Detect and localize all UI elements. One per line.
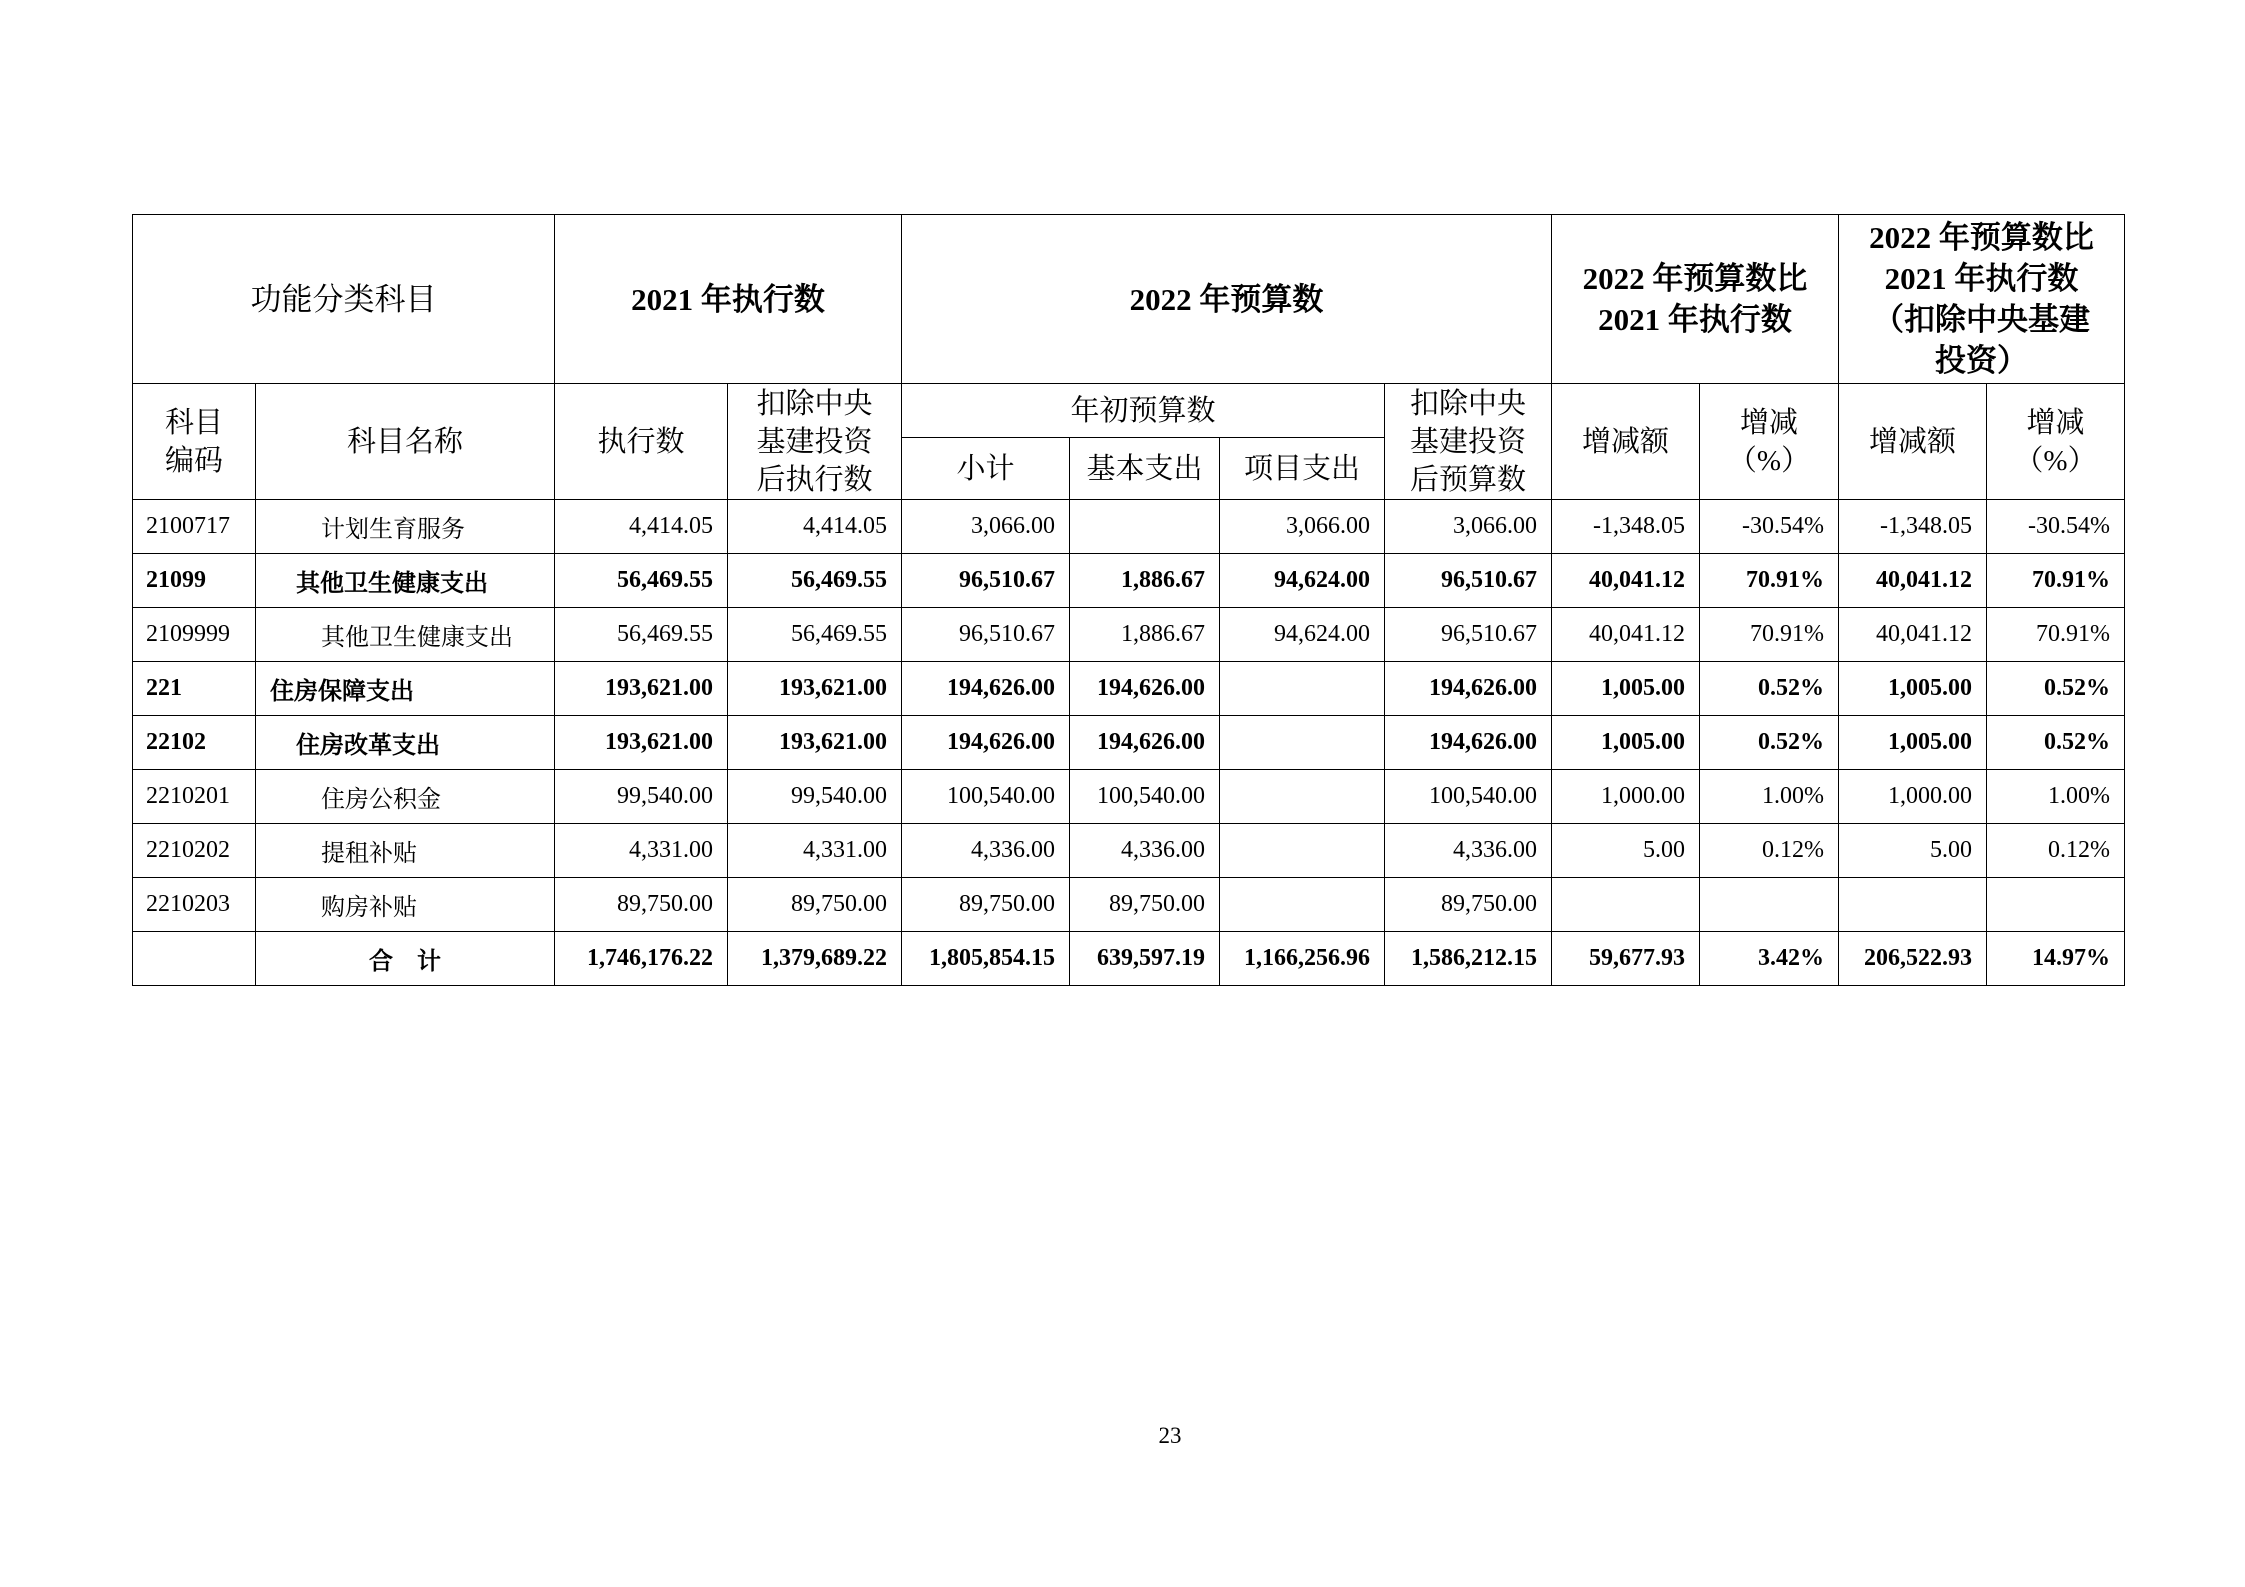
header-exec-excl-capital: [728, 384, 902, 500]
header-group-row: [133, 215, 2125, 384]
exec-excl-capital-cell: 1,379,689.22: [728, 932, 902, 986]
header-line: 增减: [2026, 406, 2085, 439]
budget-excl-capital-cell: 194,626.00: [1385, 662, 1552, 716]
header-line: 增减: [1739, 406, 1798, 439]
header-line: 基建投资: [1409, 425, 1526, 458]
change-pct-cell: 1.00%: [1700, 770, 1839, 824]
header-line: 扣除中央: [756, 387, 873, 420]
change-pct-excl-cell: 0.52%: [1987, 662, 2125, 716]
exec-excl-capital-cell: 99,540.00: [728, 770, 902, 824]
subject-code-cell: 2100717: [133, 500, 256, 554]
change-pct-excl-cell: -30.54%: [1987, 500, 2125, 554]
header-line: 投资）: [1935, 343, 2028, 378]
header-line: 2021 年执行数: [1598, 302, 1792, 337]
change-amount-excl-cell: 206,522.93: [1839, 932, 1987, 986]
change-pct-cell: 70.91%: [1700, 608, 1839, 662]
project-expense-cell: [1220, 770, 1385, 824]
change-amount-excl-cell: 1,005.00: [1839, 662, 1987, 716]
exec-excl-capital-cell: 56,469.55: [728, 608, 902, 662]
project-expense-cell: [1220, 878, 1385, 932]
budget-excl-capital-cell: 89,750.00: [1385, 878, 1552, 932]
change-amount-cell: 1,005.00: [1552, 662, 1700, 716]
basic-expense-cell: 89,750.00: [1070, 878, 1220, 932]
change-pct-excl-cell: 0.12%: [1987, 824, 2125, 878]
header-2022-vs-2021: [1552, 215, 1839, 384]
budget-subtotal-cell: 96,510.67: [902, 554, 1070, 608]
exec-excl-capital-cell: 56,469.55: [728, 554, 902, 608]
exec-amount-cell: 56,469.55: [555, 608, 728, 662]
header-subject-name: 科目名称: [256, 384, 555, 500]
budget-subtotal-cell: 89,750.00: [902, 878, 1070, 932]
budget-excl-capital-cell: 1,586,212.15: [1385, 932, 1552, 986]
header-line: 扣除中央: [1409, 387, 1526, 420]
change-pct-excl-cell: 14.97%: [1987, 932, 2125, 986]
header-line: 2022 年预算数比: [1869, 220, 2094, 255]
change-amount-excl-cell: 1,000.00: [1839, 770, 1987, 824]
budget-excl-capital-cell: 4,336.00: [1385, 824, 1552, 878]
header-line: （%）: [1727, 444, 1811, 477]
change-amount-cell: -1,348.05: [1552, 500, 1700, 554]
exec-excl-capital-cell: 193,621.00: [728, 662, 902, 716]
header-initial-budget: 年初预算数: [902, 384, 1385, 438]
header-line: 编码: [164, 444, 223, 477]
subject-name-cell: 计划生育服务: [256, 500, 555, 554]
basic-expense-cell: [1070, 500, 1220, 554]
header-change-amount: 增减额: [1552, 384, 1700, 500]
change-pct-cell: 0.52%: [1700, 716, 1839, 770]
project-expense-cell: [1220, 716, 1385, 770]
subject-code-cell: 2109999: [133, 608, 256, 662]
page-number: 23: [1158, 1423, 1182, 1448]
table-row: [133, 662, 2125, 716]
change-pct-excl-cell: 0.52%: [1987, 716, 2125, 770]
budget-excl-capital-cell: 194,626.00: [1385, 716, 1552, 770]
budget-excl-capital-cell: 100,540.00: [1385, 770, 1552, 824]
change-pct-cell: 0.12%: [1700, 824, 1839, 878]
project-expense-cell: 3,066.00: [1220, 500, 1385, 554]
header-line: 科目: [164, 406, 223, 439]
total-label-cell: 合 计: [256, 932, 555, 986]
header-line: （扣除中央基建: [1873, 302, 2090, 337]
change-amount-excl-cell: 40,041.12: [1839, 554, 1987, 608]
header-functional-category: 功能分类科目: [133, 215, 555, 384]
subject-code-cell: [133, 932, 256, 986]
table-row: [133, 500, 2125, 554]
budget-subtotal-cell: 3,066.00: [902, 500, 1070, 554]
change-pct-cell: [1700, 878, 1839, 932]
header-2021-execution: 2021 年执行数: [555, 215, 902, 384]
exec-excl-capital-cell: 4,414.05: [728, 500, 902, 554]
exec-amount-cell: 89,750.00: [555, 878, 728, 932]
subject-code-cell: 221: [133, 662, 256, 716]
project-expense-cell: [1220, 824, 1385, 878]
header-change-pct: [1700, 384, 1839, 500]
header-basic-expense: 基本支出: [1070, 438, 1220, 500]
header-line: 基建投资: [756, 425, 873, 458]
basic-expense-cell: 100,540.00: [1070, 770, 1220, 824]
change-amount-cell: 40,041.12: [1552, 608, 1700, 662]
change-amount-cell: 1,000.00: [1552, 770, 1700, 824]
header-change-pct-excl: [1987, 384, 2125, 500]
project-expense-cell: 1,166,256.96: [1220, 932, 1385, 986]
exec-excl-capital-cell: 89,750.00: [728, 878, 902, 932]
table-row: [133, 554, 2125, 608]
exec-amount-cell: 193,621.00: [555, 662, 728, 716]
budget-table: [132, 214, 2125, 986]
table-row: [133, 824, 2125, 878]
change-pct-cell: 3.42%: [1700, 932, 1839, 986]
change-pct-cell: 70.91%: [1700, 554, 1839, 608]
subject-name-cell: 住房公积金: [256, 770, 555, 824]
subject-name-cell: 其他卫生健康支出: [256, 554, 555, 608]
budget-subtotal-cell: 194,626.00: [902, 662, 1070, 716]
exec-amount-cell: 4,331.00: [555, 824, 728, 878]
change-pct-cell: -30.54%: [1700, 500, 1839, 554]
subject-name-cell: 住房保障支出: [256, 662, 555, 716]
change-amount-cell: 59,677.93: [1552, 932, 1700, 986]
exec-amount-cell: 99,540.00: [555, 770, 728, 824]
basic-expense-cell: 1,886.67: [1070, 608, 1220, 662]
basic-expense-cell: 4,336.00: [1070, 824, 1220, 878]
project-expense-cell: 94,624.00: [1220, 608, 1385, 662]
total-row: [133, 932, 2125, 986]
exec-amount-cell: 4,414.05: [555, 500, 728, 554]
table-row: [133, 716, 2125, 770]
exec-amount-cell: 56,469.55: [555, 554, 728, 608]
header-project-expense: 项目支出: [1220, 438, 1385, 500]
basic-expense-cell: 194,626.00: [1070, 662, 1220, 716]
subject-code-cell: 2210202: [133, 824, 256, 878]
budget-excl-capital-cell: 96,510.67: [1385, 608, 1552, 662]
change-amount-excl-cell: [1839, 878, 1987, 932]
subject-name-cell: 其他卫生健康支出: [256, 608, 555, 662]
table-row: [133, 878, 2125, 932]
change-amount-excl-cell: 40,041.12: [1839, 608, 1987, 662]
project-expense-cell: 94,624.00: [1220, 554, 1385, 608]
header-2022-budget: 2022 年预算数: [902, 215, 1552, 384]
budget-subtotal-cell: 96,510.67: [902, 608, 1070, 662]
header-subtotal: 小计: [902, 438, 1070, 500]
header-line: 2021 年执行数: [1884, 261, 2079, 296]
budget-subtotal-cell: 100,540.00: [902, 770, 1070, 824]
subject-code-cell: 22102: [133, 716, 256, 770]
change-amount-excl-cell: 5.00: [1839, 824, 1987, 878]
basic-expense-cell: 194,626.00: [1070, 716, 1220, 770]
header-2022-vs-2021-excl-capital: [1839, 215, 2125, 384]
exec-amount-cell: 1,746,176.22: [555, 932, 728, 986]
change-amount-excl-cell: 1,005.00: [1839, 716, 1987, 770]
subject-name-cell: 购房补贴: [256, 878, 555, 932]
subject-name-cell: 住房改革支出: [256, 716, 555, 770]
change-pct-cell: 0.52%: [1700, 662, 1839, 716]
table-row: [133, 770, 2125, 824]
subject-code-cell: 2210203: [133, 878, 256, 932]
header-line: 后预算数: [1409, 463, 1526, 496]
change-pct-excl-cell: 1.00%: [1987, 770, 2125, 824]
subject-name-cell: 提租补贴: [256, 824, 555, 878]
subject-code-cell: 21099: [133, 554, 256, 608]
basic-expense-cell: 1,886.67: [1070, 554, 1220, 608]
header-line: （%）: [2014, 444, 2097, 477]
header-change-amount-excl: 增减额: [1839, 384, 1987, 500]
header-column-row: [133, 384, 2125, 438]
header-line: 2022 年预算数比: [1582, 261, 1808, 296]
change-amount-cell: 5.00: [1552, 824, 1700, 878]
exec-excl-capital-cell: 193,621.00: [728, 716, 902, 770]
subject-code-cell: 2210201: [133, 770, 256, 824]
header-budget-excl-capital: [1385, 384, 1552, 500]
table-row: [133, 608, 2125, 662]
change-pct-excl-cell: 70.91%: [1987, 554, 2125, 608]
change-pct-excl-cell: 70.91%: [1987, 608, 2125, 662]
change-amount-cell: [1552, 878, 1700, 932]
budget-excl-capital-cell: 3,066.00: [1385, 500, 1552, 554]
project-expense-cell: [1220, 662, 1385, 716]
budget-subtotal-cell: 4,336.00: [902, 824, 1070, 878]
budget-subtotal-cell: 1,805,854.15: [902, 932, 1070, 986]
budget-subtotal-cell: 194,626.00: [902, 716, 1070, 770]
change-amount-cell: 40,041.12: [1552, 554, 1700, 608]
budget-excl-capital-cell: 96,510.67: [1385, 554, 1552, 608]
header-line: 后执行数: [756, 463, 873, 496]
header-exec-amount: 执行数: [555, 384, 728, 500]
exec-excl-capital-cell: 4,331.00: [728, 824, 902, 878]
header-subject-code: [133, 384, 256, 500]
exec-amount-cell: 193,621.00: [555, 716, 728, 770]
change-amount-excl-cell: -1,348.05: [1839, 500, 1987, 554]
basic-expense-cell: 639,597.19: [1070, 932, 1220, 986]
change-amount-cell: 1,005.00: [1552, 716, 1700, 770]
change-pct-excl-cell: [1987, 878, 2125, 932]
